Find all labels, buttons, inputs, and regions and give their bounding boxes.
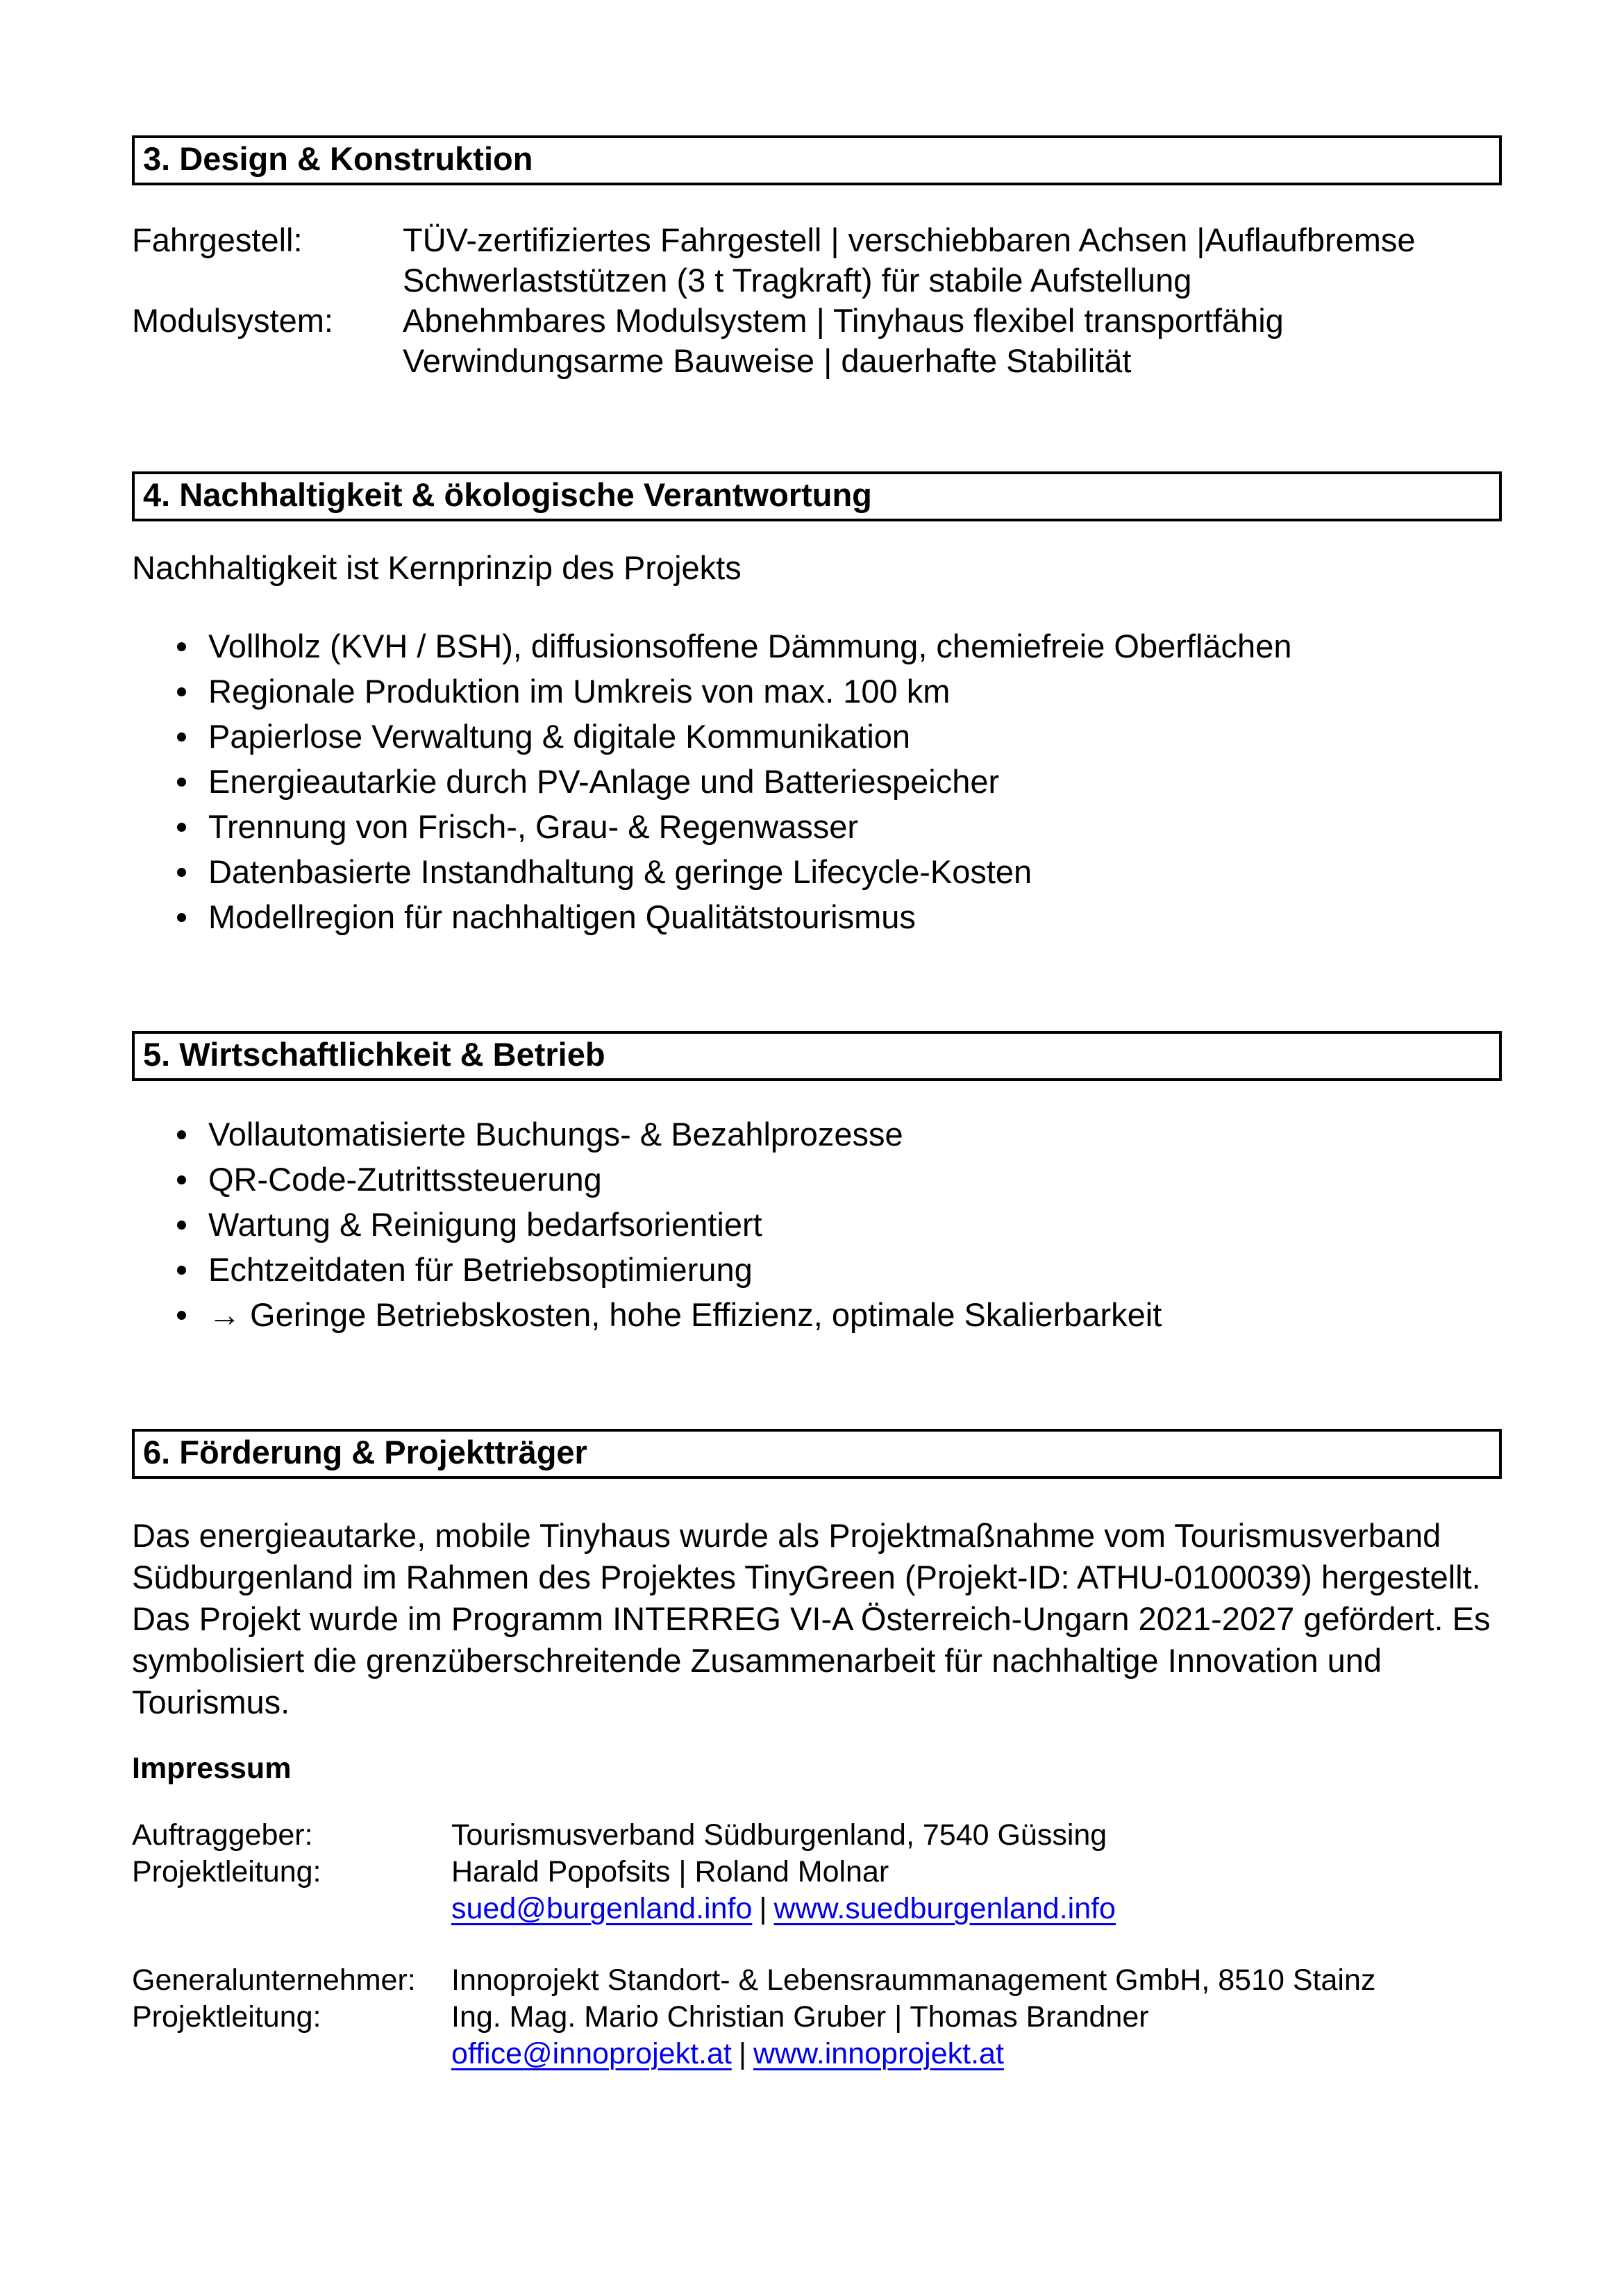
bullet-icon: [177, 1221, 186, 1230]
impressum-row-links: [132, 2036, 1502, 2072]
spec-label-modulsystem: Modulsystem:: [132, 302, 333, 339]
bullet-icon: [177, 823, 186, 832]
impressum-label-empty: [132, 1891, 451, 1927]
bullet-text: Datenbasierte Instandhaltung & geringe Lifecycle-Kosten: [208, 853, 1032, 890]
bullet-item: [177, 717, 1502, 757]
spec-row-fahrgestell: [132, 220, 1502, 301]
impressum-row: [132, 1999, 1502, 2036]
impressum-heading: Impressum: [132, 1752, 292, 1785]
bullet-item: [177, 1159, 1502, 1200]
impressum-value-projektleitung-2: Ing. Mag. Mario Christian Gruber | Thomas Brandner: [451, 2000, 1149, 2034]
operations-bullet-list: [132, 1114, 1502, 1335]
funding-paragraph: [132, 1515, 1502, 1723]
bullet-text: → Geringe Betriebskosten, hohe Effizienz, optimale Skalierbarkeit: [208, 1296, 1162, 1333]
paragraph-line: Das Projekt wurde im Programm INTERREG VI-A Österreich-Ungarn 2021-2027 gefördert. Es: [132, 1600, 1491, 1637]
bullet-item: [177, 1250, 1502, 1290]
bullet-item: [177, 852, 1502, 892]
spec-line: TÜV-zertifiziertes Fahrgestell | verschiebbaren Achsen |Auflaufbremse: [403, 221, 1416, 258]
bullet-icon: [177, 732, 186, 741]
bullet-item: [177, 762, 1502, 802]
bullet-icon: [177, 868, 186, 877]
bullet-text: QR-Code-Zutrittssteuerung: [208, 1161, 602, 1198]
bullet-icon: [177, 687, 186, 696]
impressum-block-auftraggeber: [132, 1817, 1502, 1927]
bullet-text: Regionale Produktion im Umkreis von max. 100 km: [208, 673, 951, 710]
spec-line: Abnehmbares Modulsystem | Tinyhaus flexibel transportfähig: [403, 302, 1284, 339]
bullet-text: Wartung & Reinigung bedarfsorientiert: [208, 1206, 762, 1243]
bullet-icon: [177, 1130, 186, 1139]
impressum-value-projektleitung: Harald Popofsits | Roland Molnar: [451, 1855, 889, 1888]
impressum-row: [132, 1854, 1502, 1891]
spec-line: Schwerlaststützen (3 t Tragkraft) für stabile Aufstellung: [403, 262, 1192, 299]
impressum-row: [132, 1817, 1502, 1854]
bullet-icon: [177, 1266, 186, 1275]
paragraph-line: Das energieautarke, mobile Tinyhaus wurde als Projektmaßnahme vom Tourismusverband: [132, 1517, 1441, 1554]
impressum-label-generalunternehmer: Generalunternehmer:: [132, 1963, 416, 1997]
paragraph-line: symbolisiert die grenzüberschreitende Zusammenarbeit für nachhaltige Innovation und: [132, 1642, 1382, 1679]
bullet-item: [177, 671, 1502, 712]
website-link-innoprojekt[interactable]: www.innoprojekt.at: [753, 2037, 1004, 2070]
section-4-intro: Nachhaltigkeit ist Kernprinzip des Projekts: [132, 549, 742, 586]
section-4-heading: 4. Nachhaltigkeit & ökologische Verantwortung: [132, 471, 1502, 521]
impressum-block-generalunternehmer: [132, 1962, 1502, 2072]
bullet-text: Vollautomatisierte Buchungs- & Bezahlprozesse: [208, 1116, 903, 1153]
bullet-icon: [177, 642, 186, 651]
section-3-heading: 3. Design & Konstruktion: [132, 135, 1502, 185]
impressum-value-auftraggeber: Tourismusverband Südburgenland, 7540 Güssing: [451, 1818, 1107, 1852]
bullet-text: Echtzeitdaten für Betriebsoptimierung: [208, 1251, 753, 1288]
bullet-icon: [177, 778, 186, 787]
spec-value-fahrgestell: [403, 220, 1502, 301]
section-5-heading: 5. Wirtschaftlichkeit & Betrieb: [132, 1031, 1502, 1081]
sustainability-bullet-list: [132, 626, 1502, 937]
paragraph-line: Südburgenland im Rahmen des Projektes TinyGreen (Projekt-ID: ATHU-0100039) hergestellt.: [132, 1559, 1481, 1595]
bullet-item: [177, 807, 1502, 847]
impressum-row: [132, 1962, 1502, 1999]
email-link-innoprojekt[interactable]: office@innoprojekt.at: [451, 2037, 732, 2070]
bullet-text: Vollholz (KVH / BSH), diffusionsoffene Dämmung, chemiefreie Oberflächen: [208, 628, 1292, 664]
bullet-icon: [177, 1175, 186, 1184]
spec-value-modulsystem: [403, 301, 1502, 381]
bullet-item: [177, 897, 1502, 937]
paragraph-line: Tourismus.: [132, 1684, 290, 1720]
bullet-item: [177, 1295, 1502, 1335]
bullet-item: [177, 626, 1502, 667]
impressum-value-generalunternehmer: Innoprojekt Standort- & Lebensraummanagement GmbH, 8510 Stainz: [451, 1963, 1376, 1997]
bullet-text: Energieautarkie durch PV-Anlage und Batteriespeicher: [208, 763, 1000, 800]
bullet-icon: [177, 1311, 186, 1320]
email-link-suedburgenland[interactable]: sued@burgenland.info: [451, 1892, 753, 1925]
impressum-label-projektleitung: Projektleitung:: [132, 1855, 321, 1888]
section-6-heading: 6. Förderung & Projektträger: [132, 1429, 1502, 1479]
spec-table: [132, 220, 1502, 381]
impressum-label-projektleitung-2: Projektleitung:: [132, 2000, 321, 2034]
bullet-text: Trennung von Frisch-, Grau- & Regenwasser: [208, 808, 859, 845]
impressum-links: [451, 1891, 1502, 1927]
spec-line: Verwindungsarme Bauweise | dauerhafte Stabilität: [403, 342, 1132, 379]
link-separator: |: [738, 2037, 746, 2070]
website-link-suedburgenland[interactable]: www.suedburgenland.info: [773, 1892, 1116, 1925]
bullet-item: [177, 1114, 1502, 1155]
link-separator: |: [759, 1892, 767, 1925]
bullet-item: [177, 1205, 1502, 1245]
impressum-label-empty: [132, 2036, 451, 2072]
bullet-icon: [177, 913, 186, 922]
spec-row-modulsystem: [132, 301, 1502, 381]
impressum-row-links: [132, 1891, 1502, 1927]
bullet-text: Modellregion für nachhaltigen Qualitätstourismus: [208, 898, 916, 935]
bullet-text: Papierlose Verwaltung & digitale Kommunikation: [208, 718, 911, 755]
impressum-label-auftraggeber: Auftraggeber:: [132, 1818, 313, 1852]
spec-label-fahrgestell: Fahrgestell:: [132, 221, 303, 258]
impressum-links: [451, 2036, 1502, 2072]
